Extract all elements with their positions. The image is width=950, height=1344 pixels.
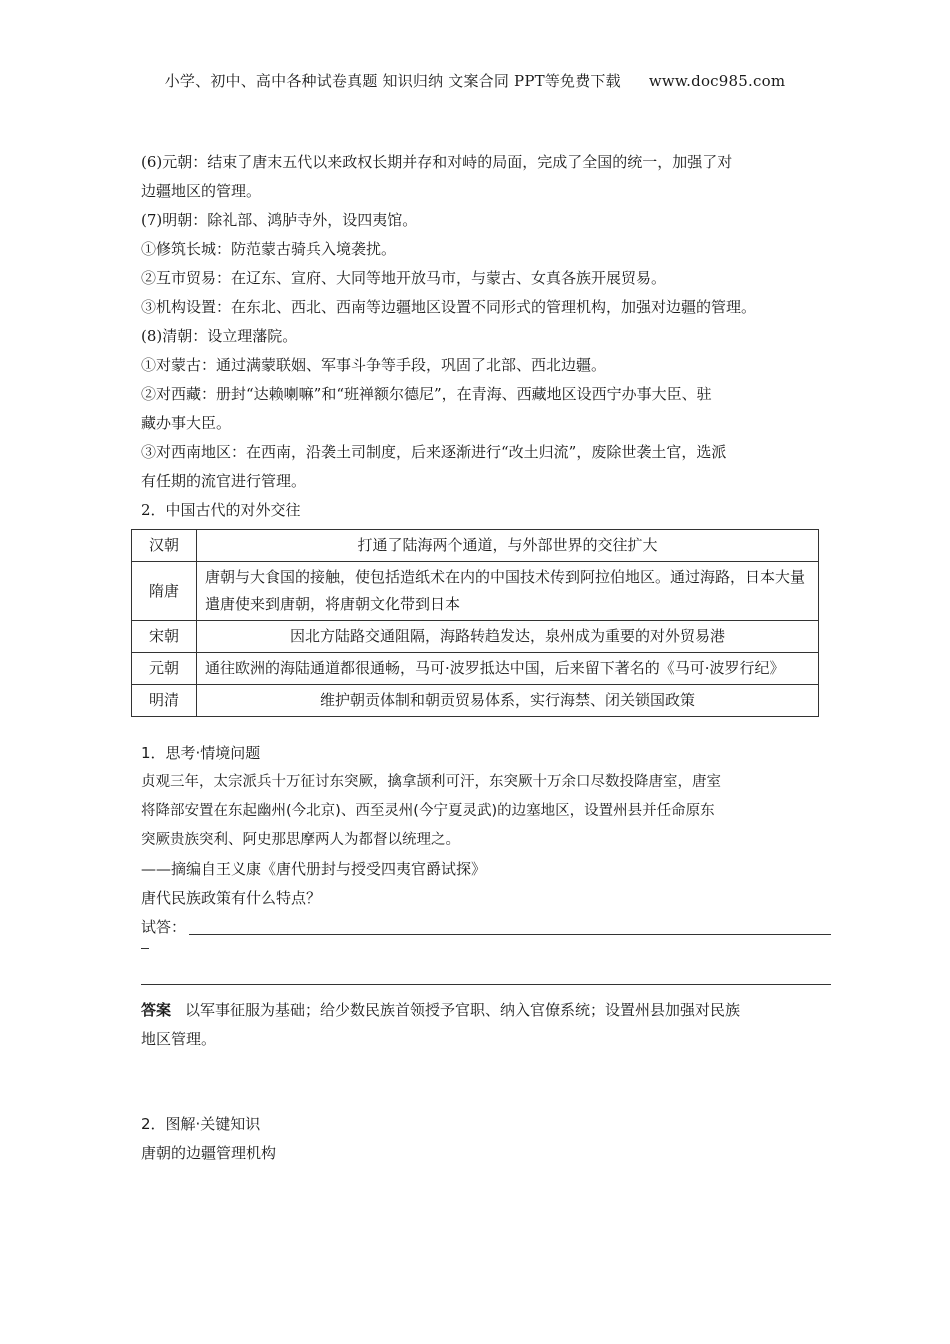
answer-blank-row[interactable] (141, 972, 821, 996)
thinking-title: 1．思考·情境问题 (141, 744, 261, 762)
quote-line-2: 将降部安置在东起幽州(今北京)、西至灵州(今宁夏灵武)的边塞地区，设置州县并任命原东 (141, 803, 715, 819)
quote-line-3: 突厥贵族突利、阿史那思摩两人为都督以统理之。 (141, 832, 460, 848)
main-content (141, 148, 821, 1168)
ming-item-1: ①修筑长城：防范蒙古骑兵入境袭扰。 (141, 240, 397, 258)
quote-source: ——摘编自王义康《唐代册封与授受四夷官爵试探》 (141, 860, 487, 878)
dynasty-cell: 隋唐 (132, 562, 197, 621)
qing-item-1: ①对蒙古：通过满蒙联姻、军事斗争等手段，巩固了北部、西北边疆。 (141, 356, 607, 374)
yuan-line-2: 边疆地区的管理。 (141, 182, 262, 200)
try-answer-row[interactable] (141, 913, 821, 942)
answer-blank-line[interactable] (189, 934, 831, 935)
header-site: www.doc985.com (648, 72, 786, 90)
page-header (0, 70, 950, 91)
dynasty-cell: 元朝 (132, 653, 197, 685)
answer-blank-line[interactable] (141, 984, 831, 985)
try-answer-label: 试答： (141, 918, 187, 936)
description-cell: 因北方陆路交通阻隔，海路转趋发达，泉州成为重要的对外贸易港 (197, 621, 819, 653)
question: 唐代民族政策有什么特点？ (141, 889, 322, 907)
qing-item-3a: ③对西南地区：在西南，沿袭土司制度，后来逐渐进行“改土归流”，废除世袭土官，选派 (141, 443, 727, 461)
diagram-subtitle: 唐朝的边疆管理机构 (141, 1144, 277, 1162)
answer-continuation (141, 942, 821, 972)
table-row (132, 621, 819, 653)
description-cell: 维护朝贡体制和朝贡贸易体系，实行海禁、闭关锁国政策 (197, 685, 819, 717)
qing-heading: (8)清朝：设立理藩院。 (141, 327, 298, 345)
answer-text-1: 以军事征服为基础；给少数民族首领授予官职、纳入官僚系统；设置州县加强对民族 (185, 1001, 741, 1019)
short-dash (141, 948, 149, 949)
description-cell: 打通了陆海两个通道，与外部世界的交往扩大 (197, 530, 819, 562)
dynasty-cell: 宋朝 (132, 621, 197, 653)
answer-label: 答案 (141, 1001, 172, 1019)
table-row (132, 562, 819, 621)
table-row (132, 685, 819, 717)
foreign-exchange-table (131, 529, 819, 717)
description-cell: 通往欧洲的海陆通道都很通畅，马可·波罗抵达中国，后来留下著名的《马可·波罗行纪》 (197, 653, 819, 685)
header-text: 小学、初中、高中各种试卷真题 知识归纳 文案合同 PPT等免费下载 (164, 72, 621, 90)
table-row (132, 653, 819, 685)
dynasty-cell: 明清 (132, 685, 197, 717)
qing-item-2b: 藏办事大臣。 (141, 414, 232, 432)
answer-line-2: 地区管理。 (141, 1030, 217, 1048)
ming-item-3: ③机构设置：在东北、西北、西南等边疆地区设置不同形式的管理机构，加强对边疆的管理。 (141, 298, 757, 316)
dynasty-cell: 汉朝 (132, 530, 197, 562)
qing-item-2a: ②对西藏：册封“达赖喇嘛”和“班禅额尔德尼”，在青海、西藏地区设西宁办事大臣、驻 (141, 385, 712, 403)
qing-item-3b: 有任期的流官进行管理。 (141, 472, 307, 490)
answer-line-1 (141, 996, 821, 1025)
ming-heading: (7)明朝：除礼部、鸿胪寺外，设四夷馆。 (141, 211, 418, 229)
description-cell: 唐朝与大食国的接触，使包括造纸术在内的中国技术传到阿拉伯地区。通过海路，日本大量遣唐使来到唐朝，将唐朝文化带到日本 (197, 562, 819, 621)
quote-line-1: 贞观三年，太宗派兵十万征讨东突厥，擒拿颉利可汗，东突厥十万余口尽数投降唐室，唐室 (141, 774, 721, 790)
foreign-exchange-title: 2．中国古代的对外交往 (141, 501, 301, 519)
ming-item-2: ②互市贸易：在辽东、宣府、大同等地开放马市，与蒙古、女真各族开展贸易。 (141, 269, 667, 287)
yuan-line-1: (6)元朝：结束了唐末五代以来政权长期并存和对峙的局面，完成了全国的统一，加强了对 (141, 153, 733, 171)
diagram-title: 2．图解·关键知识 (141, 1115, 261, 1133)
table-row (132, 530, 819, 562)
